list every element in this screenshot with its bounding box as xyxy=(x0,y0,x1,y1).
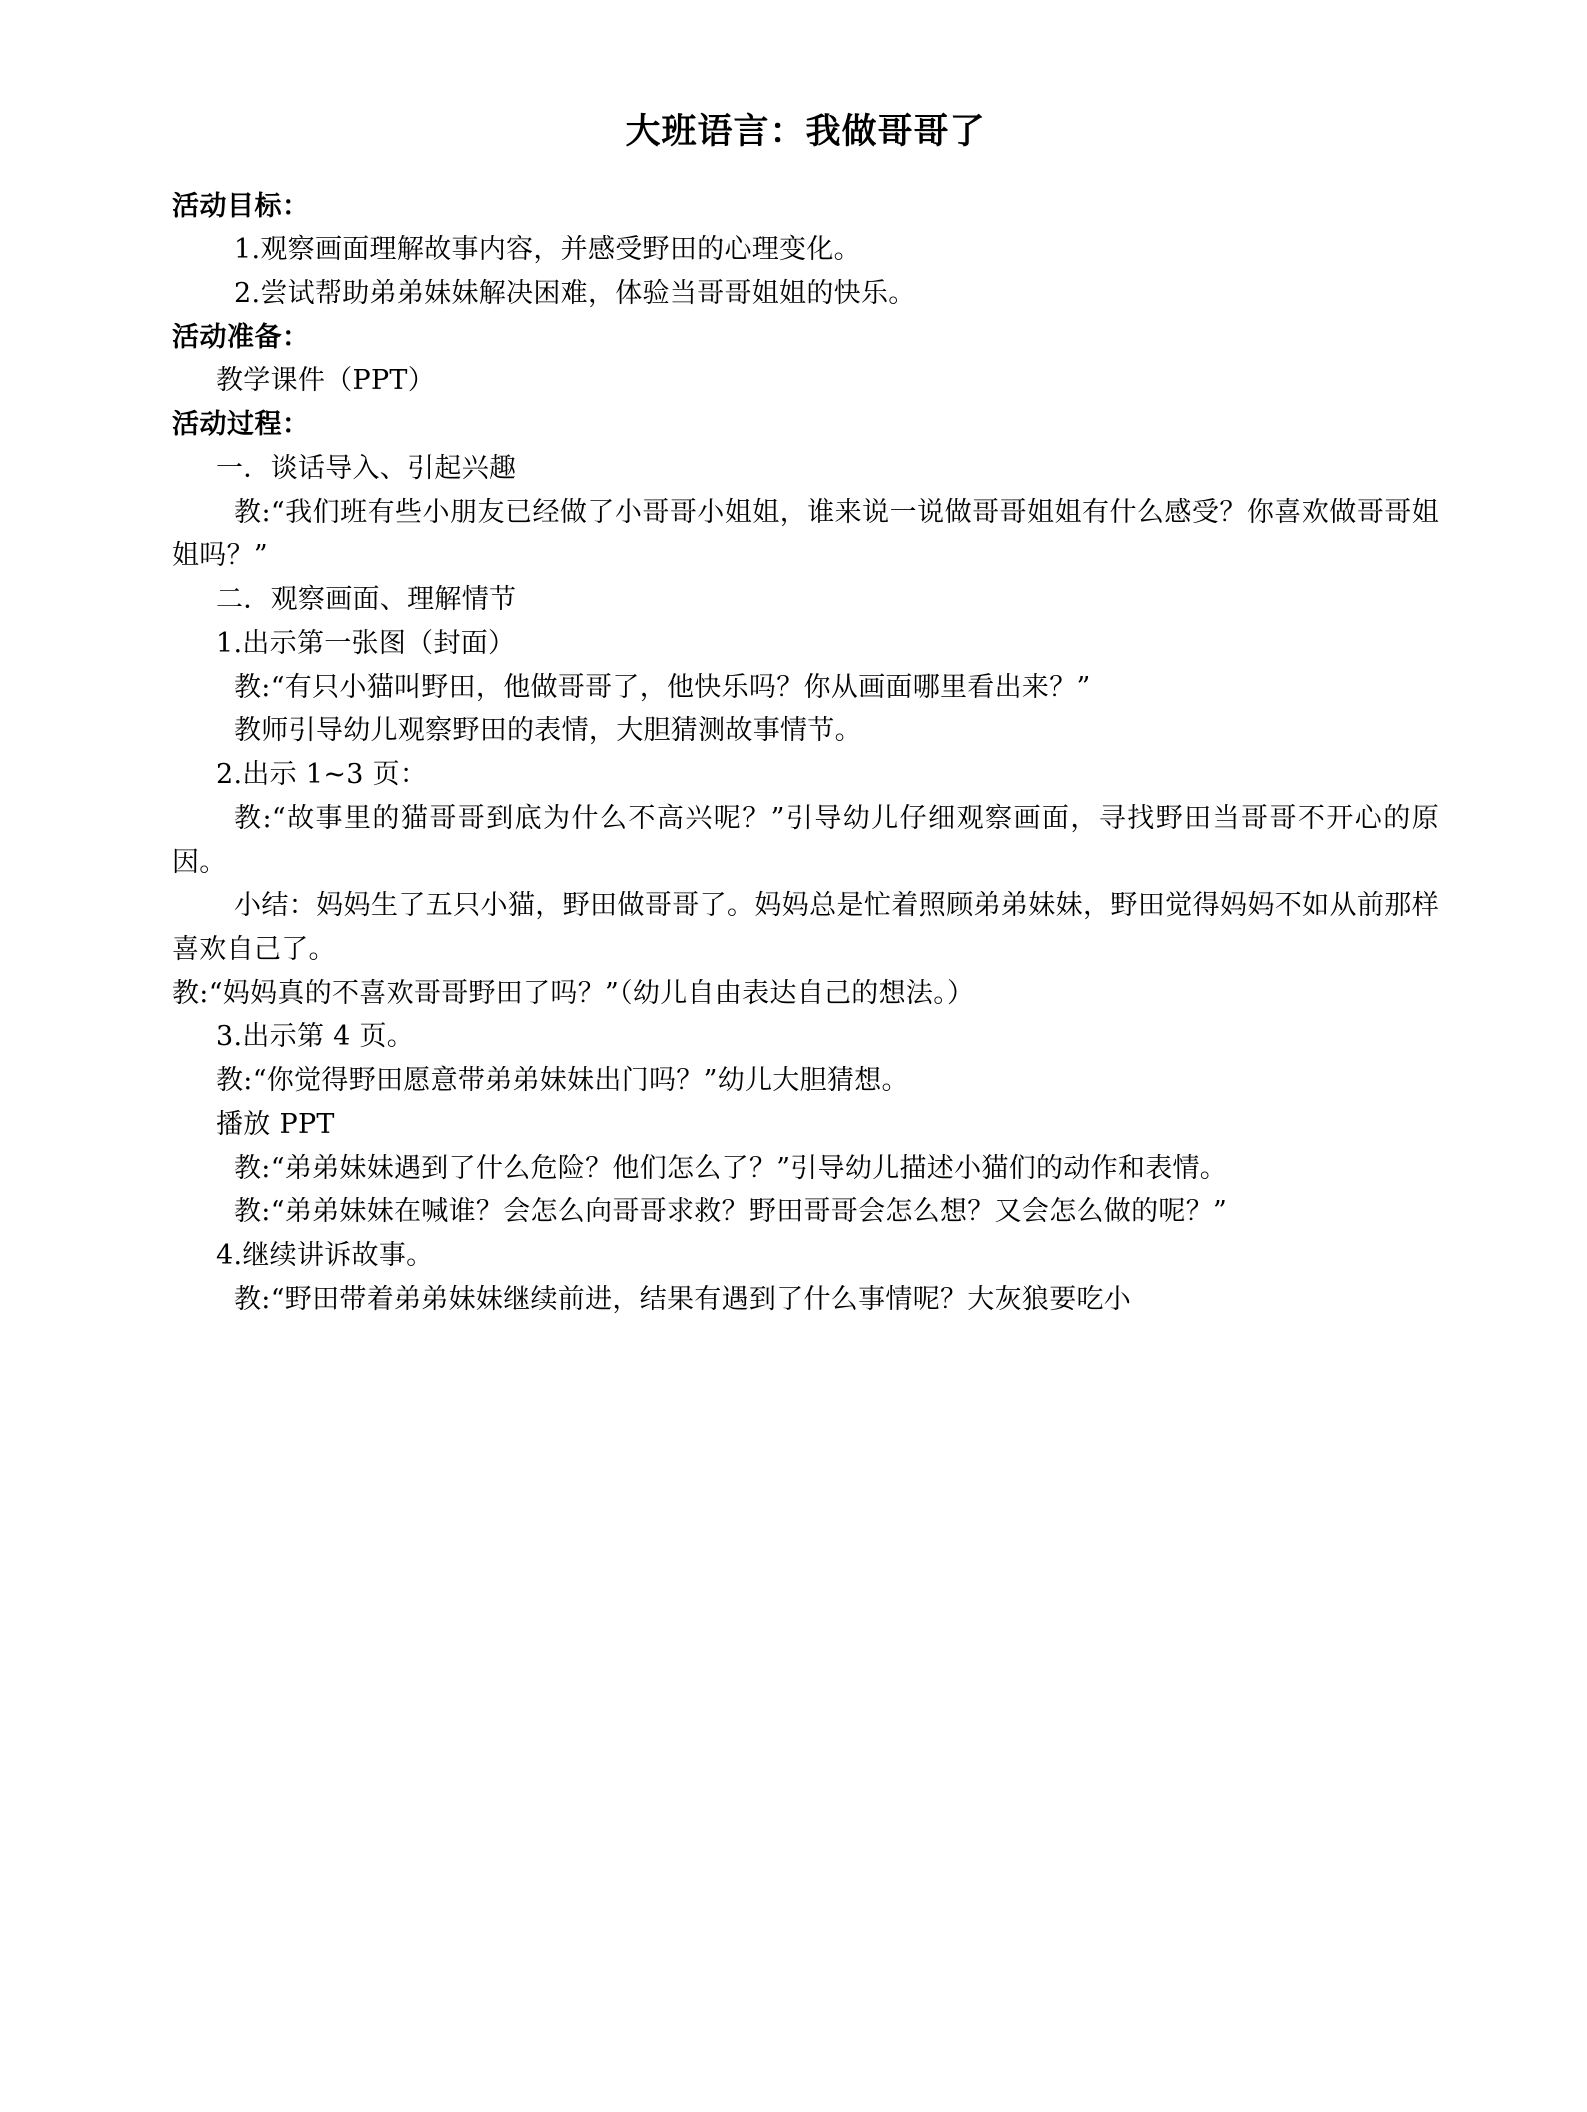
objective-item-1: 1.观察画面理解故事内容，并感受野田的心理变化。 xyxy=(234,234,861,266)
preparation-item-1: 教学课件（PPT） xyxy=(216,365,436,397)
process-teacher-question-8: 教:“野田带着弟弟妹妹继续前进，结果有遇到了什么事情呢？大灰狼要吃小 xyxy=(234,1283,1132,1315)
process-teacher-question-3: 教:“故事里的猫哥哥到底为什么不高兴呢？”引导幼儿仔细观察画面，寻找野田当哥哥不开心的原因。 xyxy=(172,802,1439,878)
section-heading-process: 活动过程： xyxy=(172,409,310,441)
section-heading-preparation: 活动准备： xyxy=(172,321,310,353)
process-step-one-heading: 一．谈话导入、引起兴趣 xyxy=(216,452,517,484)
process-item-show-pages-1-3: 2.出示 1~3 页： xyxy=(216,759,428,791)
process-step-two-heading: 二．观察画面、理解情节 xyxy=(216,584,517,616)
process-teacher-guidance-1: 教师引导幼儿观察野田的表情，大胆猜测故事情节。 xyxy=(234,715,862,747)
process-teacher-question-2: 教:“有只小猫叫野田，他做哥哥了，他快乐吗？你从画面哪里看出来？” xyxy=(234,671,1091,703)
page-title: 大班语言：我做哥哥了 xyxy=(625,111,986,152)
process-summary-1: 小结：妈妈生了五只小猫，野田做哥哥了。妈妈总是忙着照顾弟弟妹妹，野田觉得妈妈不如从前那样喜欢自己了。 xyxy=(172,890,1439,965)
process-teacher-question-4: 教:“妈妈真的不喜欢哥哥野田了吗？”（幼儿自由表达自己的想法。） xyxy=(172,977,975,1009)
objective-item-2: 2.尝试帮助弟弟妹妹解决困难，体验当哥哥姐姐的快乐。 xyxy=(234,277,916,309)
process-teacher-question-6: 教:“弟弟妹妹遇到了什么危险？他们怎么了？”引导幼儿描述小猫们的动作和表情。 xyxy=(234,1152,1228,1184)
process-item-continue-story: 4.继续讲诉故事。 xyxy=(216,1240,434,1272)
process-item-show-cover: 1.出示第一张图（封面） xyxy=(216,627,516,659)
process-teacher-question-7: 教:“弟弟妹妹在喊谁？会怎么向哥哥求救？野田哥哥会怎么想？又会怎么做的呢？” xyxy=(234,1196,1228,1228)
process-teacher-question-5: 教:“你觉得野田愿意带弟弟妹妹出门吗？”幼儿大胆猜想。 xyxy=(216,1065,909,1097)
process-item-show-page-4: 3.出示第 4 页。 xyxy=(216,1021,415,1053)
section-heading-objectives: 活动目标： xyxy=(172,190,310,222)
process-teacher-question-1: 教:“我们班有些小朋友已经做了小哥哥小姐姐，谁来说一说做哥哥姐姐有什么感受？你喜欢做哥哥姐姐吗？” xyxy=(172,496,1439,572)
process-item-play-ppt: 播放 PPT xyxy=(216,1108,335,1140)
